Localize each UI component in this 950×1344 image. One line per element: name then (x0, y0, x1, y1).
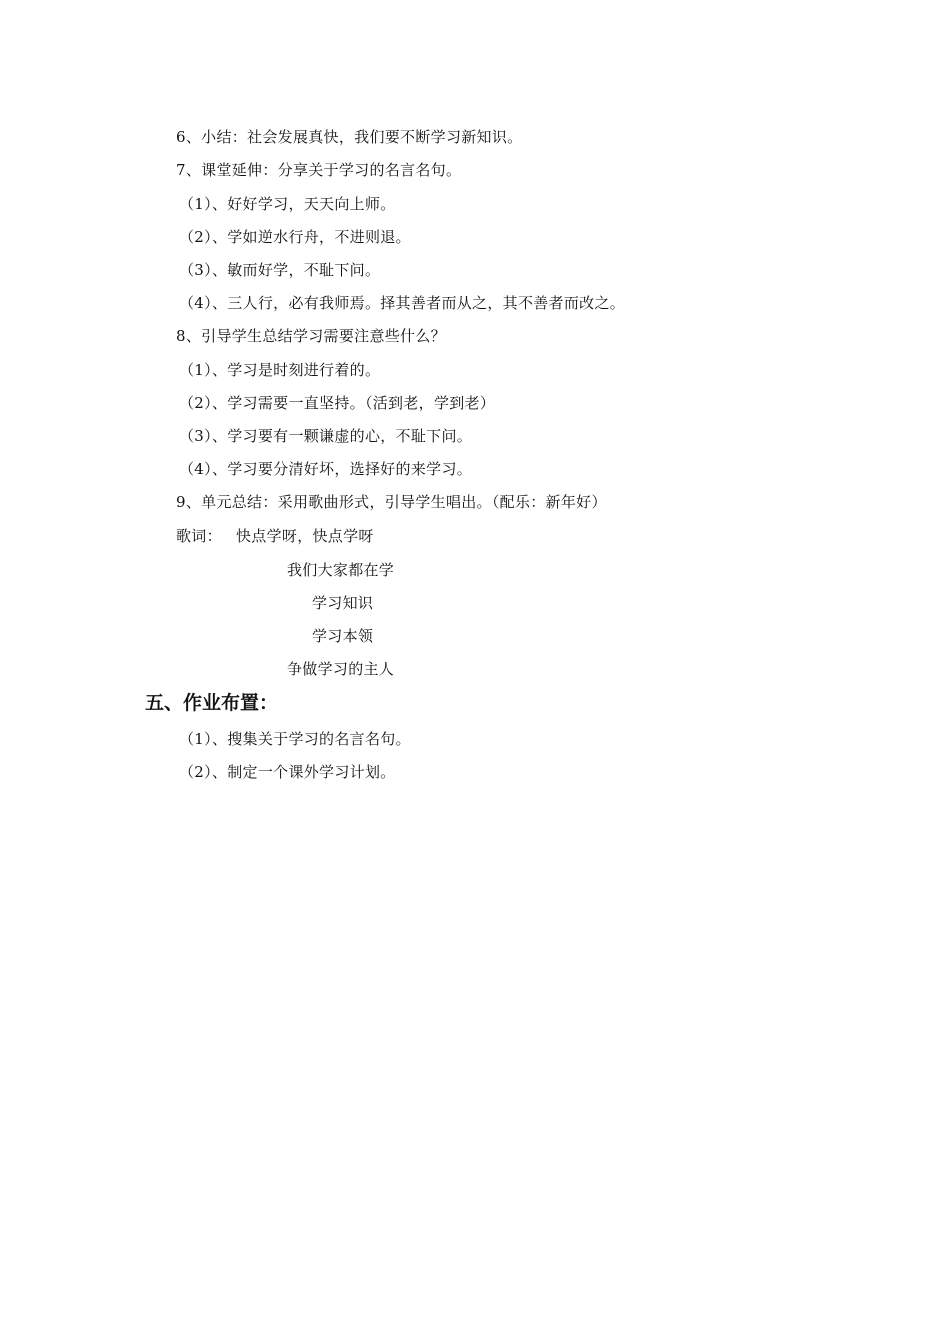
homework-item: （1）、搜集关于学习的名言名句。 (179, 730, 411, 748)
homework-item: （2）、制定一个课外学习计划。 (179, 763, 396, 781)
point-item: （3）、学习要有一颗谦虚的心，不耻下问。 (179, 427, 473, 445)
summary-line: 6、小结：社会发展真快，我们要不断学习新知识。 (176, 128, 523, 146)
lyrics-line: 我们大家都在学 (287, 561, 395, 579)
guide-line: 8、引导学生总结学习需要注意些什么？ (176, 327, 446, 345)
lyrics-line: 学习本领 (312, 627, 374, 645)
point-item: （1）、学习是时刻进行着的。 (179, 361, 381, 379)
point-item: （4）、学习要分清好坏，选择好的来学习。 (179, 460, 473, 478)
lyrics-line: 争做学习的主人 (287, 660, 395, 678)
lyrics-label: 歌词： (176, 527, 222, 545)
extension-line: 7、课堂延伸：分享关于学习的名言名句。 (176, 161, 462, 179)
point-item: （2）、学习需要一直坚持。（活到老，学到老） (179, 394, 496, 412)
quote-item: （3）、敏而好学，不耻下问。 (179, 261, 381, 279)
quote-item: （1）、好好学习，天天向上师。 (179, 195, 396, 213)
section-heading: 五、作业布置： (145, 692, 279, 714)
lyrics-line: 快点学呀，快点学呀 (236, 527, 374, 545)
quote-item: （4）、三人行，必有我师焉。择其善者而从之，其不善者而改之。 (179, 294, 626, 312)
unit-summary-line: 9、单元总结：采用歌曲形式，引导学生唱出。（配乐：新年好） (176, 493, 607, 511)
quote-item: （2）、学如逆水行舟，不进则退。 (179, 228, 411, 246)
lyrics-line: 学习知识 (312, 594, 374, 612)
